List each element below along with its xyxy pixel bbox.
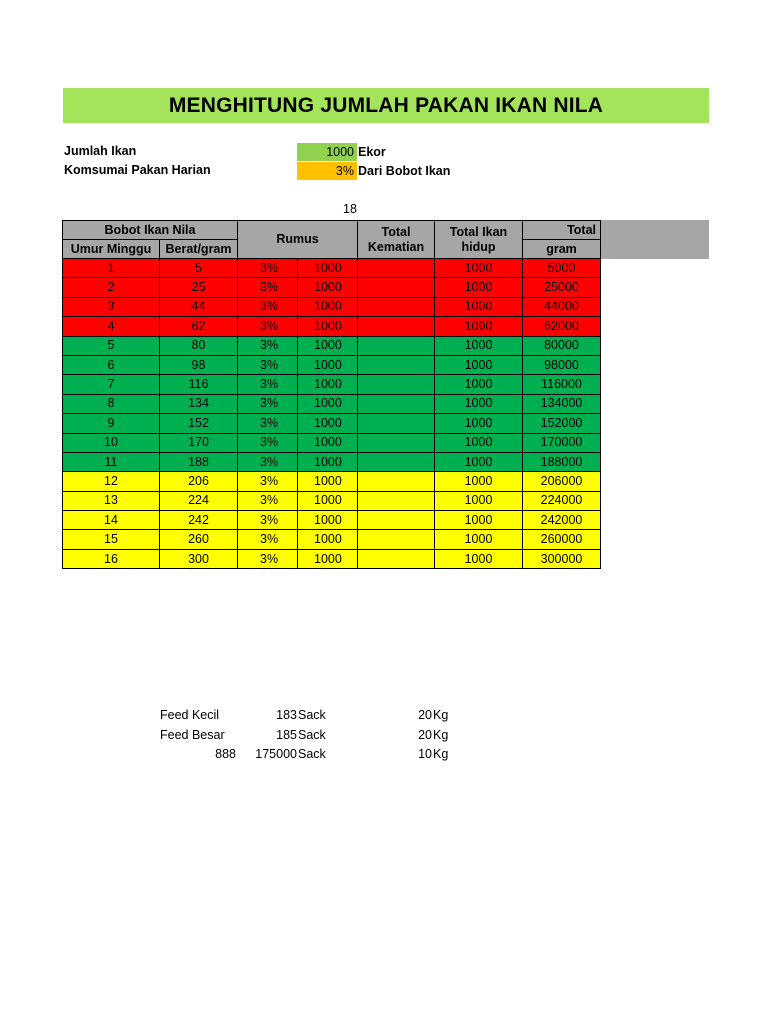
cell-hidup[interactable]: 1000: [435, 278, 523, 297]
cell-total[interactable]: 116000: [523, 375, 601, 394]
cell-hidup[interactable]: 1000: [435, 394, 523, 413]
cell-total[interactable]: 62000: [523, 317, 601, 336]
cell-rumus-value[interactable]: 1000: [298, 530, 358, 549]
cell-total[interactable]: 260000: [523, 530, 601, 549]
cell-total[interactable]: 25000: [523, 278, 601, 297]
header-kematian: [358, 221, 435, 259]
feed-kg: 20: [418, 727, 432, 742]
cell-rumus-pct[interactable]: 3%: [238, 472, 298, 491]
cell-kematian[interactable]: [358, 472, 435, 491]
header-gray-extension: [600, 220, 709, 259]
cell-hidup[interactable]: 1000: [435, 530, 523, 549]
cell-rumus-value[interactable]: 1000: [298, 259, 358, 278]
cell-rumus-value[interactable]: 1000: [298, 433, 358, 452]
header-hidup: [435, 221, 523, 259]
cell-rumus-pct[interactable]: 3%: [238, 375, 298, 394]
cell-umur[interactable]: 14: [63, 511, 160, 530]
cell-umur[interactable]: 5: [63, 336, 160, 355]
cell-kematian[interactable]: [358, 414, 435, 433]
table-row: [63, 530, 601, 549]
header-kematian-line1: Total: [381, 224, 411, 239]
cell-umur[interactable]: 15: [63, 530, 160, 549]
cell-total[interactable]: 206000: [523, 472, 601, 491]
cell-rumus-pct[interactable]: 3%: [238, 297, 298, 316]
feed-unit: Sack: [298, 727, 326, 742]
feed-kg-unit: Kg: [433, 727, 449, 742]
cell-rumus-pct[interactable]: 3%: [238, 530, 298, 549]
cell-rumus-value[interactable]: 1000: [298, 317, 358, 336]
cell-umur[interactable]: 3: [63, 297, 160, 316]
pakan-harian-unit: Dari Bobot Ikan: [358, 164, 451, 178]
cell-berat[interactable]: 242: [160, 511, 238, 530]
cell-rumus-value[interactable]: 1000: [298, 491, 358, 510]
cell-total[interactable]: 242000: [523, 511, 601, 530]
cell-umur[interactable]: 12: [63, 472, 160, 491]
cell-umur[interactable]: 4: [63, 317, 160, 336]
cell-umur[interactable]: 13: [63, 491, 160, 510]
feed-kg: 10: [418, 747, 432, 761]
cell-rumus-pct[interactable]: 3%: [238, 549, 298, 568]
cell-rumus-value[interactable]: 1000: [298, 414, 358, 433]
cell-berat[interactable]: 25: [160, 278, 238, 297]
jumlah-ikan-label: Jumlah Ikan: [64, 144, 137, 158]
cell-hidup[interactable]: 1000: [435, 375, 523, 394]
header-umur: Umur Minggu: [63, 240, 160, 259]
cell-berat[interactable]: 300: [160, 549, 238, 568]
cell-berat[interactable]: 62: [160, 317, 238, 336]
cell-kematian[interactable]: [358, 433, 435, 452]
cell-rumus-pct[interactable]: 3%: [238, 511, 298, 530]
cell-total[interactable]: 188000: [523, 452, 601, 471]
table-row: [63, 452, 601, 471]
cell-total[interactable]: 5000: [523, 259, 601, 278]
cell-hidup[interactable]: 1000: [435, 549, 523, 568]
header-total-gram: gram: [523, 240, 601, 259]
feed-table: [62, 220, 601, 569]
cell-umur[interactable]: 1: [63, 259, 160, 278]
table-row: [63, 414, 601, 433]
cell-umur[interactable]: 9: [63, 414, 160, 433]
cell-kematian[interactable]: [358, 511, 435, 530]
cell-kematian[interactable]: [358, 278, 435, 297]
cell-kematian[interactable]: [358, 394, 435, 413]
count-above-table: 18: [343, 202, 357, 216]
cell-total[interactable]: 44000: [523, 297, 601, 316]
cell-hidup[interactable]: 1000: [435, 259, 523, 278]
feed-qty: 185: [276, 727, 297, 742]
cell-hidup[interactable]: 1000: [435, 491, 523, 510]
cell-kematian[interactable]: [358, 336, 435, 355]
table-row: [63, 511, 601, 530]
cell-hidup[interactable]: 1000: [435, 317, 523, 336]
cell-hidup[interactable]: 1000: [435, 336, 523, 355]
cell-kematian[interactable]: [358, 317, 435, 336]
cell-umur[interactable]: 10: [63, 433, 160, 452]
cell-total[interactable]: 98000: [523, 355, 601, 374]
cell-kematian[interactable]: [358, 491, 435, 510]
table-row: [63, 297, 601, 316]
table-row: [63, 491, 601, 510]
cell-rumus-value[interactable]: 1000: [298, 472, 358, 491]
pakan-harian-label: Komsumai Pakan Harian: [64, 163, 211, 177]
table-row: [63, 549, 601, 568]
cell-rumus-value[interactable]: 1000: [298, 452, 358, 471]
page-title: MENGHITUNG JUMLAH PAKAN IKAN NILA: [63, 88, 709, 123]
header-total: Total: [523, 221, 601, 240]
cell-hidup[interactable]: 1000: [435, 297, 523, 316]
cell-berat[interactable]: 5: [160, 259, 238, 278]
cell-kematian[interactable]: [358, 297, 435, 316]
cell-total[interactable]: 170000: [523, 433, 601, 452]
jumlah-ikan-cell[interactable]: 1000: [297, 143, 357, 161]
cell-berat[interactable]: 134: [160, 394, 238, 413]
cell-kematian[interactable]: [358, 530, 435, 549]
cell-total[interactable]: 300000: [523, 549, 601, 568]
cell-rumus-value[interactable]: 1000: [298, 336, 358, 355]
feed-label: Feed Kecil: [160, 708, 220, 722]
cell-berat[interactable]: 116: [160, 375, 238, 394]
cell-rumus-pct[interactable]: 3%: [238, 491, 298, 510]
cell-berat[interactable]: 170: [160, 433, 238, 452]
cell-umur[interactable]: 6: [63, 355, 160, 374]
feed-label: Feed Besar: [160, 727, 225, 742]
jumlah-ikan-unit: Ekor: [358, 145, 386, 159]
cell-rumus-pct[interactable]: 3%: [238, 355, 298, 374]
feed-unit: Sack: [298, 708, 326, 722]
header-hidup-line1: Total Ikan: [449, 224, 508, 239]
table-row: [63, 278, 601, 297]
cell-kematian[interactable]: [358, 355, 435, 374]
table-row: [63, 336, 601, 355]
pakan-harian-cell[interactable]: 3%: [297, 162, 357, 180]
cell-berat[interactable]: 98: [160, 355, 238, 374]
cell-rumus-value[interactable]: 1000: [298, 549, 358, 568]
cell-total[interactable]: 134000: [523, 394, 601, 413]
header-rumus: Rumus: [238, 221, 358, 259]
cell-umur[interactable]: 2: [63, 278, 160, 297]
cell-kematian[interactable]: [358, 452, 435, 471]
cell-rumus-pct[interactable]: 3%: [238, 278, 298, 297]
cell-berat[interactable]: 80: [160, 336, 238, 355]
cell-total[interactable]: 224000: [523, 491, 601, 510]
table-row: [63, 317, 601, 336]
cell-rumus-pct[interactable]: 3%: [238, 394, 298, 413]
header-kematian-line2: Kematian: [367, 239, 425, 254]
cell-rumus-value[interactable]: 1000: [298, 297, 358, 316]
cell-kematian[interactable]: [358, 259, 435, 278]
cell-umur[interactable]: 7: [63, 375, 160, 394]
cell-hidup[interactable]: 1000: [435, 511, 523, 530]
cell-hidup[interactable]: 1000: [435, 355, 523, 374]
cell-berat[interactable]: 206: [160, 472, 238, 491]
cell-total[interactable]: 80000: [523, 336, 601, 355]
table-row: [63, 433, 601, 452]
table-row: [63, 259, 601, 278]
feed-kg-unit: Kg: [433, 708, 449, 722]
cell-rumus-pct[interactable]: 3%: [238, 452, 298, 471]
cell-kematian[interactable]: [358, 375, 435, 394]
cell-hidup[interactable]: 1000: [435, 472, 523, 491]
cell-kematian[interactable]: [358, 549, 435, 568]
table-row: [63, 394, 601, 413]
cell-hidup[interactable]: 1000: [435, 414, 523, 433]
feed-qty: 183: [276, 708, 297, 722]
feed-label: 888: [215, 747, 236, 761]
cell-rumus-value[interactable]: 1000: [298, 278, 358, 297]
cell-rumus-pct[interactable]: 3%: [238, 317, 298, 336]
feed-qty: 175000: [255, 747, 297, 761]
cell-rumus-pct[interactable]: 3%: [238, 336, 298, 355]
cell-hidup[interactable]: 1000: [435, 433, 523, 452]
cell-umur[interactable]: 11: [63, 452, 160, 471]
cell-berat[interactable]: 260: [160, 530, 238, 549]
feed-kg-unit: Kg: [433, 747, 449, 761]
cell-rumus-pct[interactable]: 3%: [238, 414, 298, 433]
cell-total[interactable]: 152000: [523, 414, 601, 433]
cell-umur[interactable]: 8: [63, 394, 160, 413]
cell-berat[interactable]: 44: [160, 297, 238, 316]
cell-umur[interactable]: 16: [63, 549, 160, 568]
cell-rumus-value[interactable]: 1000: [298, 355, 358, 374]
cell-rumus-value[interactable]: 1000: [298, 511, 358, 530]
table-row: [63, 375, 601, 394]
cell-rumus-value[interactable]: 1000: [298, 394, 358, 413]
cell-rumus-pct[interactable]: 3%: [238, 433, 298, 452]
feed-unit: Sack: [298, 747, 326, 761]
cell-berat[interactable]: 188: [160, 452, 238, 471]
header-hidup-line2: hidup: [461, 239, 496, 254]
cell-rumus-pct[interactable]: 3%: [238, 259, 298, 278]
header-bobot: Bobot Ikan Nila: [63, 221, 238, 240]
table-row: [63, 355, 601, 374]
feed-kg: 20: [418, 708, 432, 722]
cell-berat[interactable]: 224: [160, 491, 238, 510]
cell-rumus-value[interactable]: 1000: [298, 375, 358, 394]
cell-hidup[interactable]: 1000: [435, 452, 523, 471]
table-row: [63, 472, 601, 491]
header-berat: Berat/gram: [160, 240, 238, 259]
cell-berat[interactable]: 152: [160, 414, 238, 433]
